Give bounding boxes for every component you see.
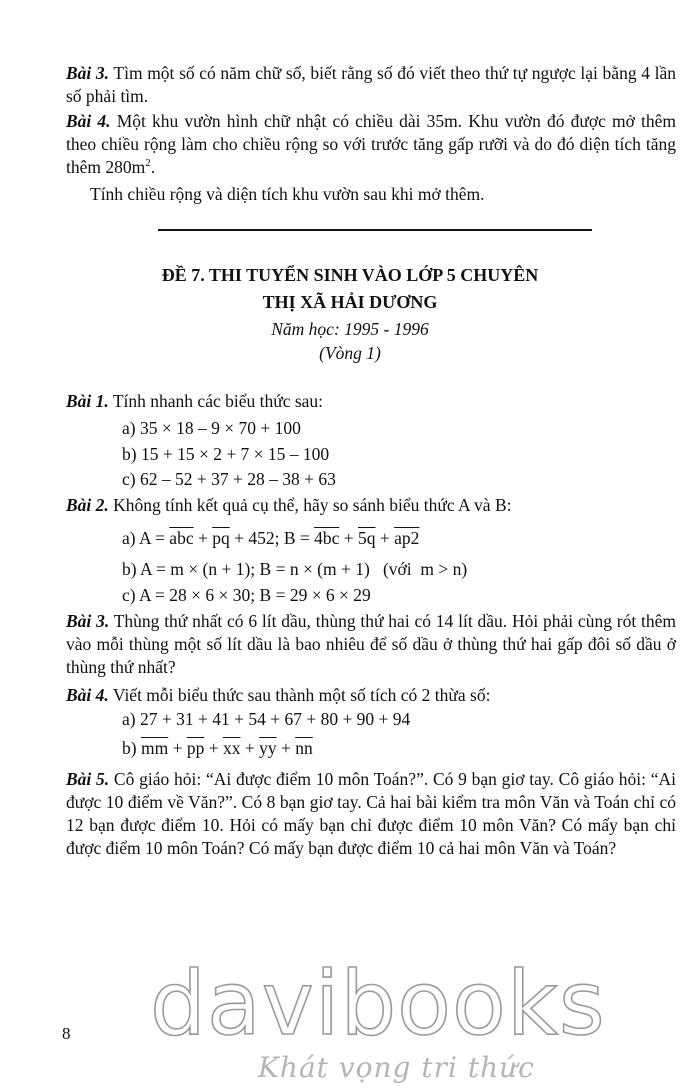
bai1-label: Bài 1. (66, 391, 109, 411)
bai4-b-xx: $\overline{xx}$ (222, 738, 241, 758)
bai2-c: c) A = 28 × 6 × 30; B = 29 × 6 × 29 (122, 585, 371, 605)
top-bai4-question: Tính chiều rộng và diện tích khu vườn sau khi mở thêm. (90, 184, 485, 204)
bai4-a: a) 27 + 31 + 41 + 54 + 67 + 80 + 90 + 94 (122, 709, 411, 729)
bai2-label: Bài 2. (66, 495, 109, 515)
bai2-a-prefix: a) A = (122, 528, 170, 548)
bai2-text: Không tính kết quả cụ thể, hãy so sánh biểu thức A và B: (108, 495, 512, 515)
bai4-b-nn: $\overline{nn}$ (295, 738, 313, 758)
bai1-text: Tính nhanh các biểu thức sau: (108, 391, 324, 411)
bai5-text: Cô giáo hỏi: “Ai được điểm 10 môn Toán?”. Có 9 bạn giơ tay. Cô giáo hỏi: “Ai được 10 điểm về Văn?”. Có 8 bạn giơ tay. Cả hai bài kiểm tra môn Văn và Toán chỉ có 12 bạn được điểm 10. Hỏi có mấy bạn chỉ được điểm 10 môn Văn? Có mấy bạn chỉ được điểm 10 môn Toán? Có mấy bạn được điểm 10 cả hai môn Văn và Toán? (66, 769, 676, 858)
top-bai4-sup: 2 (145, 157, 151, 170)
bai2-a-abc: $\overline{abc}$ (169, 528, 194, 548)
watermark-slogan: Khát vọng tri thức (258, 1051, 535, 1084)
bai1-a: a) 35 × 18 – 9 × 70 + 100 (122, 418, 301, 438)
bai4-b-pp: $\overline{pp}$ (186, 738, 205, 758)
bai2-a-plus2: + (339, 528, 359, 548)
bai2-heading (66, 494, 676, 517)
top-bai4 (66, 110, 676, 179)
exam-title-line2: THỊ XÃ HẢI DƯƠNG (262, 292, 438, 312)
bai2-a-plus1: + (193, 528, 213, 548)
bai3-label: Bài 3. (66, 611, 110, 631)
bai5-label: Bài 5. (66, 769, 110, 789)
top-bai3-label: Bài 3. (66, 63, 110, 83)
page-number: 8 (62, 1024, 71, 1043)
top-bai3 (66, 62, 676, 108)
bai4-b-plus3: + (240, 738, 260, 758)
bai1-b: b) 15 + 15 × 2 + 7 × 15 – 100 (122, 444, 330, 464)
section-divider (158, 229, 592, 231)
top-bai4-text: Một khu vườn hình chữ nhật có chiều dài 35m. Khu vườn đó được mở thêm theo chiều rộng làm cho chiều rộng so với trước tăng gấp rưỡi và do đó diện tích tăng thêm 280m (66, 111, 676, 177)
exam-title-line1: ĐỀ 7. THI TUYỂN SINH VÀO LỚP 5 CHUYÊN (161, 265, 539, 285)
exam-year: Năm học: 1995 - 1996 (271, 319, 429, 339)
bai2-a-pq: $\overline{pq}$ (212, 528, 230, 548)
bai5-paragraph (66, 768, 676, 860)
top-bai4-end: . (150, 157, 156, 177)
bai3-text: Thùng thứ nhất có 6 lít dầu, thùng thứ hai có 14 lít dầu. Hỏi phải cùng rót thêm vào mỗi thùng một số lít dầu là bao nhiêu để số dầu ở thùng thứ hai gấp đôi số dầu ở thùng thứ nhất? (66, 611, 676, 677)
bai4-b (122, 737, 313, 760)
bai1-c: c) 62 – 52 + 37 + 28 – 38 + 63 (122, 469, 336, 489)
bai4-b-plus4: + (276, 738, 296, 758)
bai4-heading (66, 684, 676, 707)
bai4-b-plus2: + (204, 738, 223, 758)
bai4-b-mm: $\overline{mm}$ (140, 738, 169, 758)
bai4-label: Bài 4. (66, 685, 109, 705)
bai4-b-plus1: + (168, 738, 187, 758)
bai2-a (122, 527, 419, 550)
bai3-paragraph (66, 610, 676, 679)
bai2-a-5q: 5q (358, 528, 376, 548)
watermark-brand: davibooks (150, 952, 606, 1055)
bai2-a-mid: + 452; B = (229, 528, 315, 548)
top-bai3-text: Tìm một số có năm chữ số, biết rằng số đó viết theo thứ tự ngược lại bằng 4 lần số phải tìm. (66, 63, 676, 106)
bai2-a-plus3: + (375, 528, 395, 548)
bai4-text: Viết mỗi biểu thức sau thành một số tích có 2 thừa số: (108, 685, 491, 705)
bai4-b-prefix: b) (122, 738, 141, 758)
bai2-a-4bc: 4bc (314, 528, 340, 548)
top-bai4-label: Bài 4. (66, 111, 111, 131)
bai1-heading (66, 390, 676, 413)
bai4-b-yy: $\overline{yy}$ (259, 738, 277, 758)
bai2-b: b) A = m × (n + 1); B = n × (m + 1) (với m > n) (122, 559, 468, 579)
bai2-a-ap2: ap2 (394, 528, 420, 548)
exam-round: (Vòng 1) (319, 343, 381, 363)
